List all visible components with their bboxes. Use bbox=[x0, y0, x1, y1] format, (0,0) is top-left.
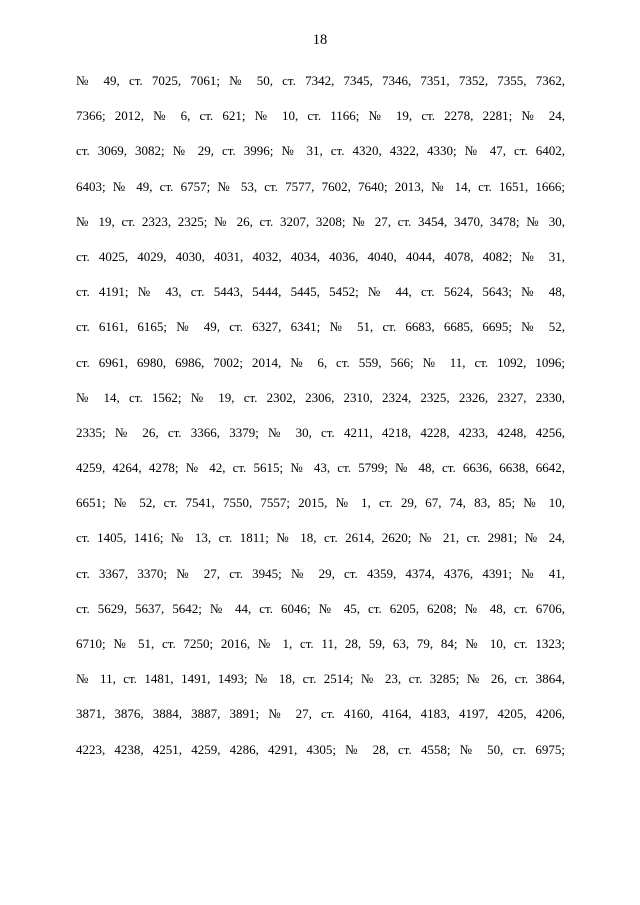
text-line-20: 4223, 4238, 4251, 4259, 4286, 4291, 4305; № 28, ст. 4558; № 50, ст. 6975; bbox=[76, 741, 565, 757]
text-line-8: ст. 6161, 6165; № 49, ст. 6327, 6341; № 51, ст. 6683, 6685, 6695; № 52, bbox=[76, 319, 565, 335]
text-line-2: 7366; 2012, № 6, ст. 621; № 10, ст. 1166; № 19, ст. 2278, 2281; № 24, bbox=[76, 108, 565, 124]
text-line-1: № 49, ст. 7025, 7061; № 50, ст. 7342, 7345, 7346, 7351, 7352, 7355, 7362, bbox=[76, 73, 565, 88]
text-line-4: 6403; № 49, ст. 6757; № 53, ст. 7577, 7602, 7640; 2013, № 14, ст. 1651, 1666; bbox=[76, 178, 565, 194]
text-line-16: ст. 5629, 5637, 5642; № 44, ст. 6046; № 45, ст. 6205, 6208; № 48, ст. 6706, bbox=[76, 600, 565, 616]
body-text bbox=[76, 63, 565, 767]
text-line-12: 4259, 4264, 4278; № 42, ст. 5615; № 43, ст. 5799; № 48, ст. 6636, 6638, 6642, bbox=[76, 460, 565, 476]
text-line-7: ст. 4191; № 43, ст. 5443, 5444, 5445, 5452; № 44, ст. 5624, 5643; № 48, bbox=[76, 284, 565, 300]
page-number: 18 bbox=[312, 32, 328, 48]
text-line-6: ст. 4025, 4029, 4030, 4031, 4032, 4034, 4036, 4040, 4044, 4078, 4082; № 31, bbox=[76, 248, 565, 264]
text-line-5: № 19, ст. 2323, 2325; № 26, ст. 3207, 3208; № 27, ст. 3454, 3470, 3478; № 30, bbox=[76, 213, 565, 229]
text-line-19: 3871, 3876, 3884, 3887, 3891; № 27, ст. 4160, 4164, 4183, 4197, 4205, 4206, bbox=[76, 706, 565, 722]
text-line-13: 6651; № 52, ст. 7541, 7550, 7557; 2015, № 1, ст. 29, 67, 74, 83, 85; № 10, bbox=[76, 495, 565, 511]
text-line-14: ст. 1405, 1416; № 13, ст. 1811; № 18, ст. 2614, 2620; № 21, ст. 2981; № 24, bbox=[76, 530, 565, 546]
text-line-9: ст. 6961, 6980, 6986, 7002; 2014, № 6, ст. 559, 566; № 11, ст. 1092, 1096; bbox=[76, 354, 565, 370]
text-line-10: № 14, ст. 1562; № 19, ст. 2302, 2306, 2310, 2324, 2325, 2326, 2327, 2330, bbox=[76, 389, 565, 405]
text-line-18: № 11, ст. 1481, 1491, 1493; № 18, ст. 2514; № 23, ст. 3285; № 26, ст. 3864, bbox=[76, 671, 565, 687]
text-line-17: 6710; № 51, ст. 7250; 2016, № 1, ст. 11, 28, 59, 63, 79, 84; № 10, ст. 1323; bbox=[76, 636, 565, 651]
text-line-11: 2335; № 26, ст. 3366, 3379; № 30, ст. 4211, 4218, 4228, 4233, 4248, 4256, bbox=[76, 424, 565, 440]
text-line-3: ст. 3069, 3082; № 29, ст. 3996; № 31, ст. 4320, 4322, 4330; № 47, ст. 6402, bbox=[76, 143, 565, 159]
text-line-15: ст. 3367, 3370; № 27, ст. 3945; № 29, ст. 4359, 4374, 4376, 4391; № 41, bbox=[76, 565, 565, 581]
